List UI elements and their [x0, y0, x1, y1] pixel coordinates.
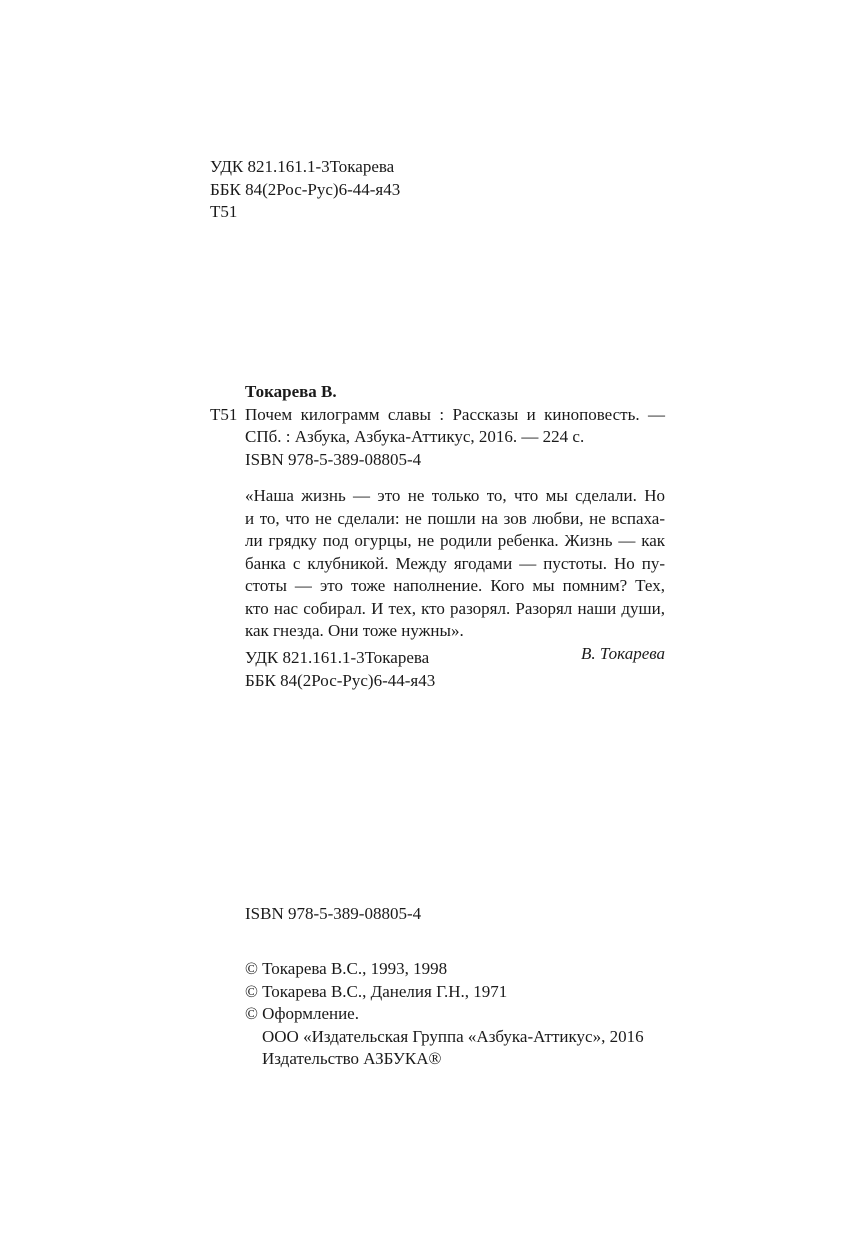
isbn-bottom: ISBN 978-5-389-08805-4	[245, 904, 422, 923]
author-mark: Т51	[210, 202, 238, 221]
bibliographic-entry	[245, 381, 665, 471]
entry-author-mark: Т51	[210, 405, 238, 424]
bbk-code: ББК 84(2Рос-Рус)6-44-я43	[210, 179, 401, 199]
classification-codes-top	[210, 156, 400, 224]
epigraph-line: и то, что не сделали: не пошли на зов любви, не вспаха-	[245, 508, 665, 528]
copyright-line: © Токарева В.С., 1993, 1998	[245, 959, 448, 978]
epigraph-line: банка с клубникой. Между ягодами — пустоты. Но пу-	[245, 553, 665, 573]
udk-code-repeat: УДК 821.161.1-3Токарева	[245, 648, 430, 667]
epigraph-line: стоты — это тоже наполнение. Кого мы помним? Тех,	[245, 576, 665, 595]
copyright-line: Издательство АЗБУКА®	[262, 1049, 442, 1068]
epigraph-line: «Наша жизнь — это не только то, что мы сделали. Но	[245, 486, 665, 505]
copyright-line: © Токарева В.С., Данелия Г.Н., 1971	[245, 981, 508, 1001]
udk-code: УДК 821.161.1-3Токарева	[210, 157, 395, 176]
entry-title-line-1: Почем килограмм славы : Рассказы и киноповесть. —	[245, 404, 665, 424]
epigraph-line: как гнезда. Они тоже нужны».	[245, 621, 464, 640]
entry-isbn: ISBN 978-5-389-08805-4	[245, 449, 422, 469]
epigraph-signature: В. Токарева	[580, 643, 665, 663]
bbk-code-repeat: ББК 84(2Рос-Рус)6-44-я43	[245, 670, 436, 690]
copyright-line: ООО «Издательская Группа «Азбука-Аттикус», 2016	[262, 1026, 644, 1046]
classification-codes-repeat	[245, 647, 435, 692]
epigraph	[245, 485, 665, 665]
epigraph-line: кто нас собирал. И тех, кто разорял. Разорял наши души,	[245, 598, 665, 618]
copyright-line: © Оформление.	[245, 1004, 359, 1023]
copyright-block	[245, 958, 644, 1071]
entry-author: Токарева В.	[245, 382, 337, 401]
epigraph-line: ли грядку под огурцы, не родили ребенка. Жизнь — как	[245, 531, 665, 550]
entry-title-line-2: СПб. : Азбука, Азбука-Аттикус, 2016. — 224 с.	[245, 427, 585, 446]
